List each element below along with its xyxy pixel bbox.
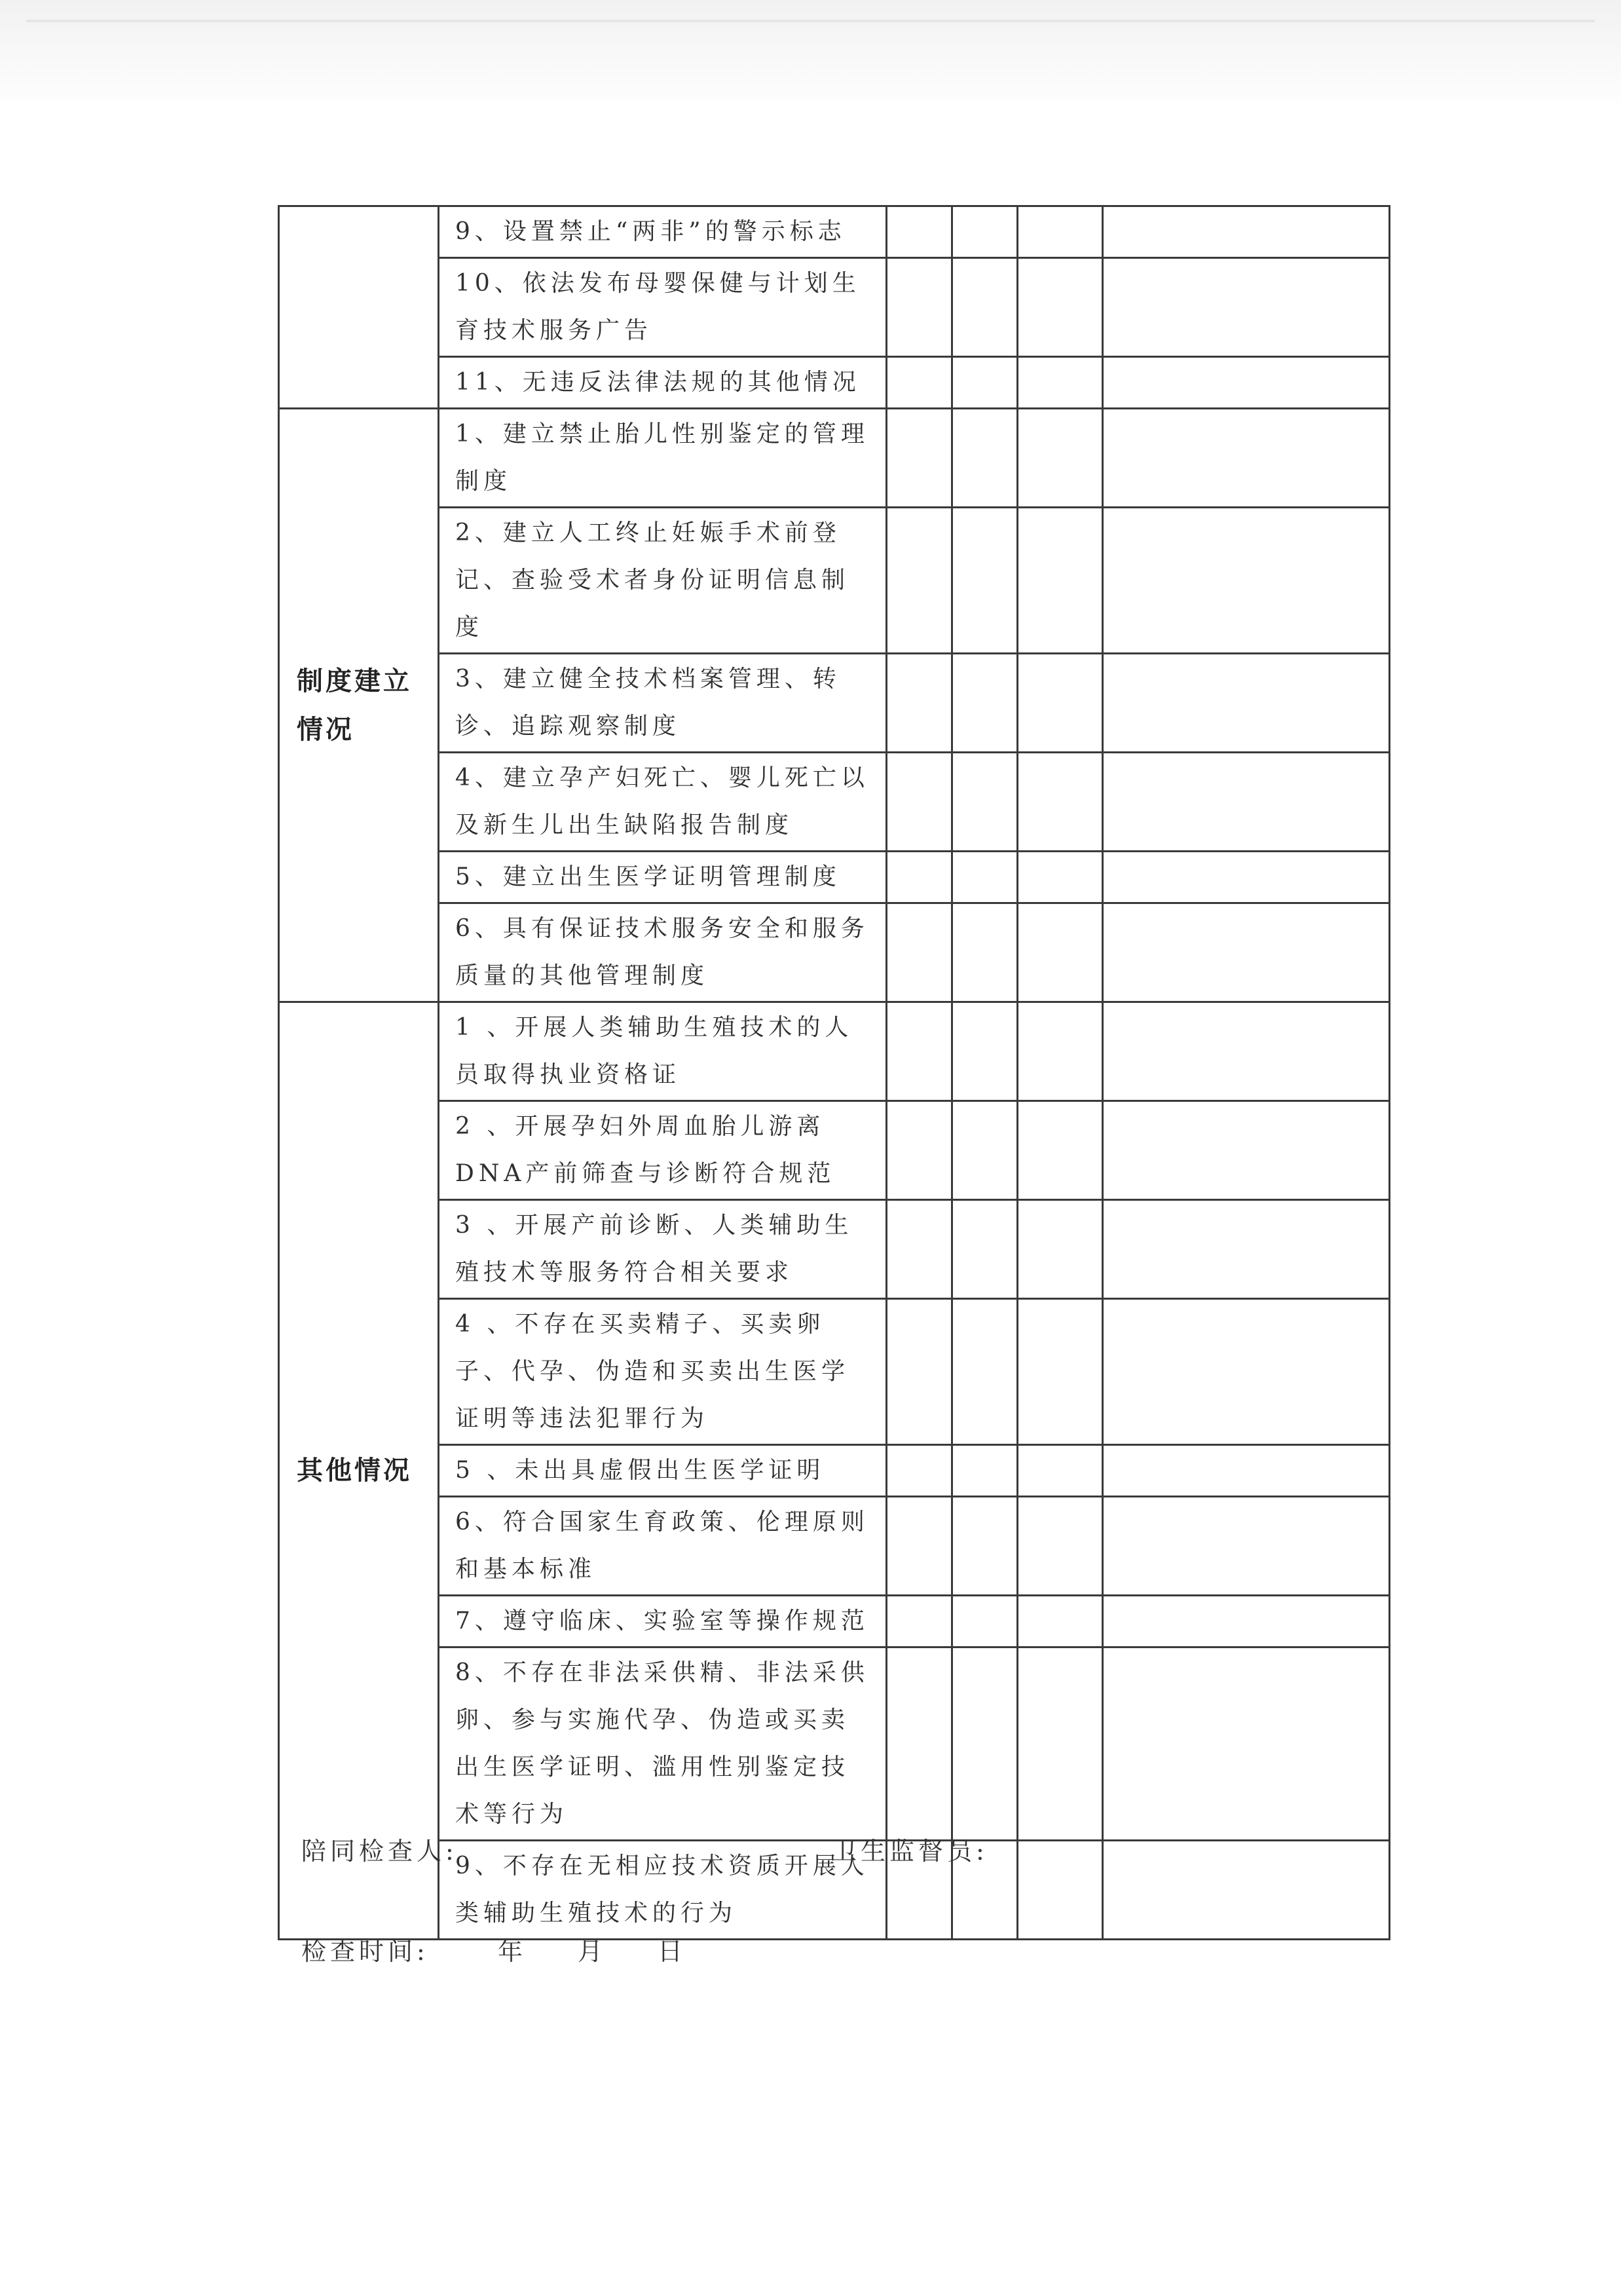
result-cell-1[interactable] <box>887 1002 952 1101</box>
remarks-cell[interactable] <box>1103 1101 1390 1200</box>
result-cell-1[interactable] <box>887 852 952 903</box>
scan-edge <box>0 0 1621 105</box>
inspection-item: 2、建立人工终止妊娠手术前登记、查验受术者身份证明信息制度 <box>439 508 887 654</box>
table-row <box>279 1497 1390 1596</box>
result-cell-1[interactable] <box>887 357 952 409</box>
inspection-item: 9、不存在无相应技术资质开展人类辅助生殖技术的行为 <box>439 1841 887 1940</box>
result-cell-3[interactable] <box>1018 753 1103 852</box>
result-cell-3[interactable] <box>1018 357 1103 409</box>
remarks-cell[interactable] <box>1103 206 1390 258</box>
remarks-cell[interactable] <box>1103 1596 1390 1647</box>
inspection-item: 4、建立孕产妇死亡、婴儿死亡以及新生儿出生缺陷报告制度 <box>439 753 887 852</box>
result-cell-3[interactable] <box>1018 1101 1103 1200</box>
result-cell-2[interactable] <box>952 206 1018 258</box>
remarks-cell[interactable] <box>1103 753 1390 852</box>
table-row <box>279 357 1390 409</box>
result-cell-2[interactable] <box>952 409 1018 508</box>
result-cell-1[interactable] <box>887 654 952 753</box>
table-row <box>279 1299 1390 1445</box>
result-cell-3[interactable] <box>1018 1445 1103 1497</box>
table-row <box>279 852 1390 903</box>
result-cell-1[interactable] <box>887 903 952 1002</box>
result-cell-1[interactable] <box>887 206 952 258</box>
remarks-cell[interactable] <box>1103 357 1390 409</box>
category-cell: 其他情况 <box>279 1002 439 1940</box>
accompanying-inspector-label: 陪同检查人: <box>301 1837 458 1866</box>
result-cell-3[interactable] <box>1018 1002 1103 1101</box>
result-cell-3[interactable] <box>1018 258 1103 357</box>
result-cell-2[interactable] <box>952 1596 1018 1647</box>
result-cell-1[interactable] <box>887 1299 952 1445</box>
inspection-item: 4 、不存在买卖精子、买卖卵子、代孕、伪造和买卖出生医学证明等违法犯罪行为 <box>439 1299 887 1445</box>
inspection-item: 8、不存在非法采供精、非法采供卵、参与实施代孕、伪造或买卖出生医学证明、滥用性别鉴定技术等行为 <box>439 1647 887 1841</box>
result-cell-3[interactable] <box>1018 903 1103 1002</box>
inspection-item: 9、设置禁止“两非”的警示标志 <box>439 206 887 258</box>
result-cell-2[interactable] <box>952 1101 1018 1200</box>
inspection-time-label: 检查时间: <box>301 1937 429 1966</box>
table-row <box>279 508 1390 654</box>
table-row <box>279 1596 1390 1647</box>
table-row <box>279 258 1390 357</box>
result-cell-1[interactable] <box>887 1596 952 1647</box>
result-cell-2[interactable] <box>952 357 1018 409</box>
inspection-item: 3、建立健全技术档案管理、转诊、追踪观察制度 <box>439 654 887 753</box>
result-cell-2[interactable] <box>952 1647 1018 1841</box>
result-cell-2[interactable] <box>952 508 1018 654</box>
remarks-cell[interactable] <box>1103 1445 1390 1497</box>
result-cell-1[interactable] <box>887 409 952 508</box>
result-cell-3[interactable] <box>1018 1200 1103 1299</box>
result-cell-3[interactable] <box>1018 508 1103 654</box>
table-row <box>279 1200 1390 1299</box>
remarks-cell[interactable] <box>1103 1647 1390 1841</box>
result-cell-3[interactable] <box>1018 409 1103 508</box>
remarks-cell[interactable] <box>1103 508 1390 654</box>
remarks-cell[interactable] <box>1103 1841 1390 1940</box>
table-row <box>279 903 1390 1002</box>
result-cell-2[interactable] <box>952 1200 1018 1299</box>
result-cell-2[interactable] <box>952 753 1018 852</box>
result-cell-3[interactable] <box>1018 1647 1103 1841</box>
result-cell-3[interactable] <box>1018 1497 1103 1596</box>
remarks-cell[interactable] <box>1103 903 1390 1002</box>
result-cell-2[interactable] <box>952 1299 1018 1445</box>
inspection-item: 1、建立禁止胎儿性别鉴定的管理制度 <box>439 409 887 508</box>
inspection-item: 6、符合国家生育政策、伦理原则和基本标准 <box>439 1497 887 1596</box>
inspection-item: 7、遵守临床、实验室等操作规范 <box>439 1596 887 1647</box>
health-supervisor-label: 卫生监督员: <box>832 1837 988 1866</box>
inspection-item: 1 、开展人类辅助生殖技术的人员取得执业资格证 <box>439 1002 887 1101</box>
result-cell-1[interactable] <box>887 1101 952 1200</box>
inspection-item: 10、依法发布母婴保健与计划生育技术服务广告 <box>439 258 887 357</box>
result-cell-1[interactable] <box>887 508 952 654</box>
result-cell-3[interactable] <box>1018 852 1103 903</box>
month-label: 月 <box>578 1937 607 1966</box>
result-cell-1[interactable] <box>887 1445 952 1497</box>
result-cell-3[interactable] <box>1018 1299 1103 1445</box>
inspection-item: 11、无违反法律法规的其他情况 <box>439 357 887 409</box>
inspection-item: 6、具有保证技术服务安全和服务质量的其他管理制度 <box>439 903 887 1002</box>
result-cell-1[interactable] <box>887 753 952 852</box>
year-label: 年 <box>498 1937 527 1966</box>
table-row <box>279 409 1390 508</box>
result-cell-3[interactable] <box>1018 654 1103 753</box>
day-label: 日 <box>658 1937 687 1966</box>
remarks-cell[interactable] <box>1103 258 1390 357</box>
result-cell-3[interactable] <box>1018 1841 1103 1940</box>
table-row <box>279 1101 1390 1200</box>
result-cell-2[interactable] <box>952 1497 1018 1596</box>
result-cell-2[interactable] <box>952 1445 1018 1497</box>
result-cell-3[interactable] <box>1018 206 1103 258</box>
inspection-item: 5、建立出生医学证明管理制度 <box>439 852 887 903</box>
result-cell-1[interactable] <box>887 1497 952 1596</box>
category-cell <box>279 206 439 409</box>
remarks-cell[interactable] <box>1103 1299 1390 1445</box>
result-cell-3[interactable] <box>1018 1596 1103 1647</box>
result-cell-1[interactable] <box>887 1647 952 1841</box>
table-row <box>279 654 1390 753</box>
table-row <box>279 753 1390 852</box>
table-row <box>279 1445 1390 1497</box>
inspection-item: 5 、未出具虚假出生医学证明 <box>439 1445 887 1497</box>
result-cell-2[interactable] <box>952 654 1018 753</box>
result-cell-1[interactable] <box>887 1200 952 1299</box>
result-cell-2[interactable] <box>952 852 1018 903</box>
remarks-cell[interactable] <box>1103 654 1390 753</box>
result-cell-2[interactable] <box>952 1002 1018 1101</box>
result-cell-1[interactable] <box>887 258 952 357</box>
category-cell: 制度建立情况 <box>279 409 439 1002</box>
remarks-cell[interactable] <box>1103 1497 1390 1596</box>
table-row <box>279 1002 1390 1101</box>
table-row <box>279 1647 1390 1841</box>
remarks-cell[interactable] <box>1103 852 1390 903</box>
remarks-cell[interactable] <box>1103 1002 1390 1101</box>
result-cell-2[interactable] <box>952 903 1018 1002</box>
inspection-item: 2 、开展孕妇外周血胎儿游离DNA产前筛查与诊断符合规范 <box>439 1101 887 1200</box>
remarks-cell[interactable] <box>1103 409 1390 508</box>
inspection-item: 3 、开展产前诊断、人类辅助生殖技术等服务符合相关要求 <box>439 1200 887 1299</box>
inspection-checklist-table <box>278 205 1390 1940</box>
table-row <box>279 206 1390 258</box>
remarks-cell[interactable] <box>1103 1200 1390 1299</box>
result-cell-2[interactable] <box>952 258 1018 357</box>
